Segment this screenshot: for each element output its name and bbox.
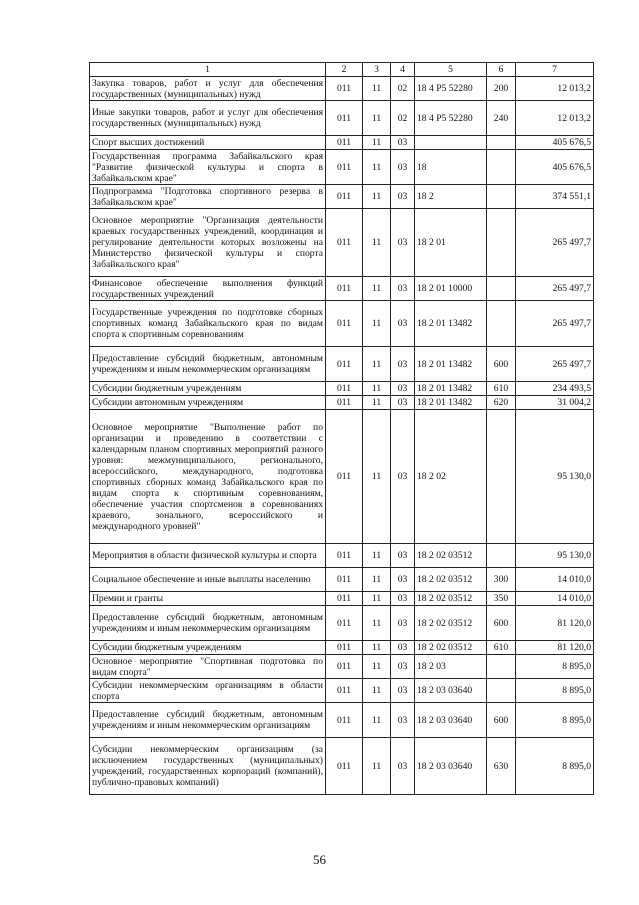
row-csr-cell: 18 2 02 03512	[415, 641, 487, 655]
row-rz-cell: 11	[363, 703, 391, 738]
row-sum-cell: 405 676,5	[516, 136, 594, 150]
row-name-cell: Закупка товаров, работ и услуг для обеспечения государственных (муниципальных) нужд	[90, 77, 326, 101]
row-csr-cell: 18 2 03 03640	[415, 679, 487, 703]
row-vr-cell: 600	[487, 703, 516, 738]
row-csr-cell: 18 2 02 03512	[415, 544, 487, 568]
row-min-cell: 011	[326, 655, 363, 679]
row-csr-cell: 18 2 01 13482	[415, 382, 487, 396]
row-min-cell: 011	[326, 277, 363, 301]
row-sum-cell: 374 551,1	[516, 185, 594, 209]
row-name-cell: Государственная программа Забайкальского края "Развитие физической культуры и спорта в Забайкальском крае"	[90, 150, 326, 185]
row-sum-cell: 8 895,0	[516, 655, 594, 679]
row-rz-cell: 11	[363, 185, 391, 209]
page-number: 56	[313, 852, 326, 867]
table-row	[90, 150, 594, 185]
row-sum-cell: 14 010,0	[516, 568, 594, 592]
row-prz-cell: 03	[391, 738, 415, 795]
row-min-cell: 011	[326, 703, 363, 738]
row-name-cell: Государственные учреждения по подготовке сборных спортивных команд Забайкальского края по видам спорта к спортивным соревнованиям	[90, 301, 326, 347]
row-min-cell: 011	[326, 738, 363, 795]
row-prz-cell: 03	[391, 544, 415, 568]
row-min-cell: 011	[326, 209, 363, 277]
row-min-cell: 011	[326, 606, 363, 641]
row-sum-cell: 405 676,5	[516, 150, 594, 185]
row-vr-cell: 300	[487, 568, 516, 592]
row-csr-cell: 18 2	[415, 185, 487, 209]
row-prz-cell: 03	[391, 301, 415, 347]
row-min-cell: 011	[326, 382, 363, 396]
table-body	[90, 77, 594, 795]
row-min-cell: 011	[326, 568, 363, 592]
row-sum-cell: 265 497,7	[516, 347, 594, 382]
row-sum-cell: 81 120,0	[516, 641, 594, 655]
row-csr-cell: 18 4 P5 52280	[415, 101, 487, 136]
row-min-cell: 011	[326, 679, 363, 703]
row-sum-cell: 95 130,0	[516, 544, 594, 568]
table-row	[90, 410, 594, 544]
row-rz-cell: 11	[363, 592, 391, 606]
col-header-3: 3	[363, 63, 391, 77]
row-min-cell: 011	[326, 101, 363, 136]
row-csr-cell	[415, 136, 487, 150]
row-prz-cell: 03	[391, 606, 415, 641]
row-sum-cell: 31 004,2	[516, 396, 594, 410]
row-vr-cell	[487, 209, 516, 277]
row-sum-cell: 234 493,5	[516, 382, 594, 396]
row-vr-cell: 630	[487, 738, 516, 795]
row-vr-cell	[487, 277, 516, 301]
row-rz-cell: 11	[363, 410, 391, 544]
table-row	[90, 544, 594, 568]
col-header-2: 2	[326, 63, 363, 77]
row-rz-cell: 11	[363, 544, 391, 568]
table-row	[90, 209, 594, 277]
table-row	[90, 136, 594, 150]
row-min-cell: 011	[326, 347, 363, 382]
row-csr-cell: 18 2 02 03512	[415, 568, 487, 592]
row-sum-cell: 8 895,0	[516, 679, 594, 703]
row-vr-cell: 610	[487, 382, 516, 396]
row-vr-cell: 620	[487, 396, 516, 410]
row-csr-cell: 18 2 02 03512	[415, 606, 487, 641]
row-prz-cell: 03	[391, 277, 415, 301]
row-prz-cell: 03	[391, 703, 415, 738]
row-name-cell: Премии и гранты	[90, 592, 326, 606]
col-header-4: 4	[391, 63, 415, 77]
row-csr-cell: 18 2 02	[415, 410, 487, 544]
row-vr-cell: 610	[487, 641, 516, 655]
row-csr-cell: 18 2 01 10000	[415, 277, 487, 301]
row-csr-cell: 18 2 02 03512	[415, 592, 487, 606]
row-prz-cell: 03	[391, 641, 415, 655]
row-prz-cell: 03	[391, 568, 415, 592]
row-name-cell: Основное мероприятие "Организация деятельности краевых государственных учреждений, координация и регулирование деятельности которых возложены на Министерство физической культуры и спорта Забайкальского края"	[90, 209, 326, 277]
col-header-7: 7	[516, 63, 594, 77]
row-name-cell: Субсидии некоммерческим организациям в области спорта	[90, 679, 326, 703]
row-vr-cell	[487, 544, 516, 568]
table-row	[90, 301, 594, 347]
table-row	[90, 655, 594, 679]
row-sum-cell: 14 010,0	[516, 592, 594, 606]
row-rz-cell: 11	[363, 655, 391, 679]
row-sum-cell: 95 130,0	[516, 410, 594, 544]
row-sum-cell: 8 895,0	[516, 738, 594, 795]
table-row	[90, 101, 594, 136]
row-min-cell: 011	[326, 544, 363, 568]
row-rz-cell: 11	[363, 382, 391, 396]
row-prz-cell: 03	[391, 679, 415, 703]
row-vr-cell: 200	[487, 77, 516, 101]
row-prz-cell: 03	[391, 396, 415, 410]
row-sum-cell: 12 013,2	[516, 101, 594, 136]
row-sum-cell: 265 497,7	[516, 301, 594, 347]
table-row	[90, 606, 594, 641]
row-rz-cell: 11	[363, 606, 391, 641]
row-name-cell: Финансовое обеспечение выполнения функций государственных учреждений	[90, 277, 326, 301]
row-rz-cell: 11	[363, 277, 391, 301]
row-rz-cell: 11	[363, 568, 391, 592]
row-csr-cell: 18 2 03 03640	[415, 738, 487, 795]
row-prz-cell: 02	[391, 77, 415, 101]
table-row	[90, 77, 594, 101]
row-csr-cell: 18 2 03	[415, 655, 487, 679]
row-csr-cell: 18 2 01 13482	[415, 301, 487, 347]
table-row	[90, 568, 594, 592]
row-vr-cell	[487, 150, 516, 185]
row-prz-cell: 03	[391, 382, 415, 396]
row-prz-cell: 03	[391, 655, 415, 679]
row-vr-cell: 600	[487, 606, 516, 641]
row-min-cell: 011	[326, 77, 363, 101]
row-name-cell: Социальное обеспечение и иные выплаты населению	[90, 568, 326, 592]
row-rz-cell: 11	[363, 301, 391, 347]
row-prz-cell: 03	[391, 136, 415, 150]
row-prz-cell: 03	[391, 347, 415, 382]
row-rz-cell: 11	[363, 679, 391, 703]
table-row	[90, 396, 594, 410]
row-min-cell: 011	[326, 592, 363, 606]
row-csr-cell: 18	[415, 150, 487, 185]
row-rz-cell: 11	[363, 150, 391, 185]
row-sum-cell: 12 013,2	[516, 77, 594, 101]
table-row	[90, 738, 594, 795]
row-vr-cell	[487, 410, 516, 544]
row-rz-cell: 11	[363, 209, 391, 277]
row-vr-cell	[487, 185, 516, 209]
row-sum-cell: 8 895,0	[516, 703, 594, 738]
table-row	[90, 347, 594, 382]
row-name-cell: Основное мероприятие "Спортивная подготовка по видам спорта"	[90, 655, 326, 679]
row-vr-cell: 240	[487, 101, 516, 136]
row-sum-cell: 81 120,0	[516, 606, 594, 641]
row-name-cell: Иные закупки товаров, работ и услуг для обеспечения государственных (муниципальных) нужд	[90, 101, 326, 136]
row-csr-cell: 18 4 P5 52280	[415, 77, 487, 101]
col-header-5: 5	[415, 63, 487, 77]
row-csr-cell: 18 2 01 13482	[415, 396, 487, 410]
row-rz-cell: 11	[363, 347, 391, 382]
col-header-6: 6	[487, 63, 516, 77]
row-rz-cell: 11	[363, 396, 391, 410]
row-prz-cell: 03	[391, 185, 415, 209]
row-min-cell: 011	[326, 136, 363, 150]
row-prz-cell: 03	[391, 592, 415, 606]
budget-table	[89, 62, 594, 795]
table-row	[90, 641, 594, 655]
row-rz-cell: 11	[363, 101, 391, 136]
row-min-cell: 011	[326, 185, 363, 209]
row-prz-cell: 03	[391, 150, 415, 185]
table-row	[90, 703, 594, 738]
table-row	[90, 185, 594, 209]
row-name-cell: Предоставление субсидий бюджетным, автономным учреждениям и иным некоммерческим организациям	[90, 703, 326, 738]
row-min-cell: 011	[326, 301, 363, 347]
row-name-cell: Мероприятия в области физической культуры и спорта	[90, 544, 326, 568]
row-rz-cell: 11	[363, 136, 391, 150]
row-vr-cell: 600	[487, 347, 516, 382]
row-min-cell: 011	[326, 150, 363, 185]
row-sum-cell: 265 497,7	[516, 277, 594, 301]
row-prz-cell: 03	[391, 410, 415, 544]
row-csr-cell: 18 2 01	[415, 209, 487, 277]
table-row	[90, 679, 594, 703]
row-rz-cell: 11	[363, 641, 391, 655]
row-min-cell: 011	[326, 396, 363, 410]
row-name-cell: Основное мероприятие "Выполнение работ по организации и проведению в соответствии с календарным планом спортивных мероприятий разного уровня: межмуниципального, регионального, всероссийского, международного, подготовка спортивных сборных команд Забайкальского края по видам спорта к спортивным соревнованиям, обеспечение участия спортсменов в соревнованиях краевого, зонального, всероссийского и международного уровней"	[90, 410, 326, 544]
row-min-cell: 011	[326, 410, 363, 544]
row-csr-cell: 18 2 01 13482	[415, 347, 487, 382]
row-prz-cell: 03	[391, 209, 415, 277]
row-name-cell: Спорт высших достижений	[90, 136, 326, 150]
row-name-cell: Субсидии бюджетным учреждениям	[90, 641, 326, 655]
row-vr-cell: 350	[487, 592, 516, 606]
row-name-cell: Предоставление субсидий бюджетным, автономным учреждениям и иным некоммерческим организациям	[90, 347, 326, 382]
table-header-row	[90, 63, 594, 77]
row-vr-cell	[487, 136, 516, 150]
row-vr-cell	[487, 679, 516, 703]
row-name-cell: Субсидии автономным учреждениям	[90, 396, 326, 410]
row-prz-cell: 02	[391, 101, 415, 136]
table-row	[90, 382, 594, 396]
row-csr-cell: 18 2 03 03640	[415, 703, 487, 738]
table-row	[90, 277, 594, 301]
col-header-1: 1	[90, 63, 326, 77]
row-rz-cell: 11	[363, 77, 391, 101]
row-vr-cell	[487, 655, 516, 679]
row-sum-cell: 265 497,7	[516, 209, 594, 277]
row-vr-cell	[487, 301, 516, 347]
row-name-cell: Субсидии некоммерческим организациям (за исключением государственных (муниципальных) учреждений, государственных корпораций (компаний), публично-правовых компаний)	[90, 738, 326, 795]
table-row	[90, 592, 594, 606]
row-min-cell: 011	[326, 641, 363, 655]
row-name-cell: Субсидии бюджетным учреждениям	[90, 382, 326, 396]
row-name-cell: Подпрограмма "Подготовка спортивного резерва в Забайкальском крае"	[90, 185, 326, 209]
row-rz-cell: 11	[363, 738, 391, 795]
row-name-cell: Предоставление субсидий бюджетным, автономным учреждениям и иным некоммерческим организациям	[90, 606, 326, 641]
